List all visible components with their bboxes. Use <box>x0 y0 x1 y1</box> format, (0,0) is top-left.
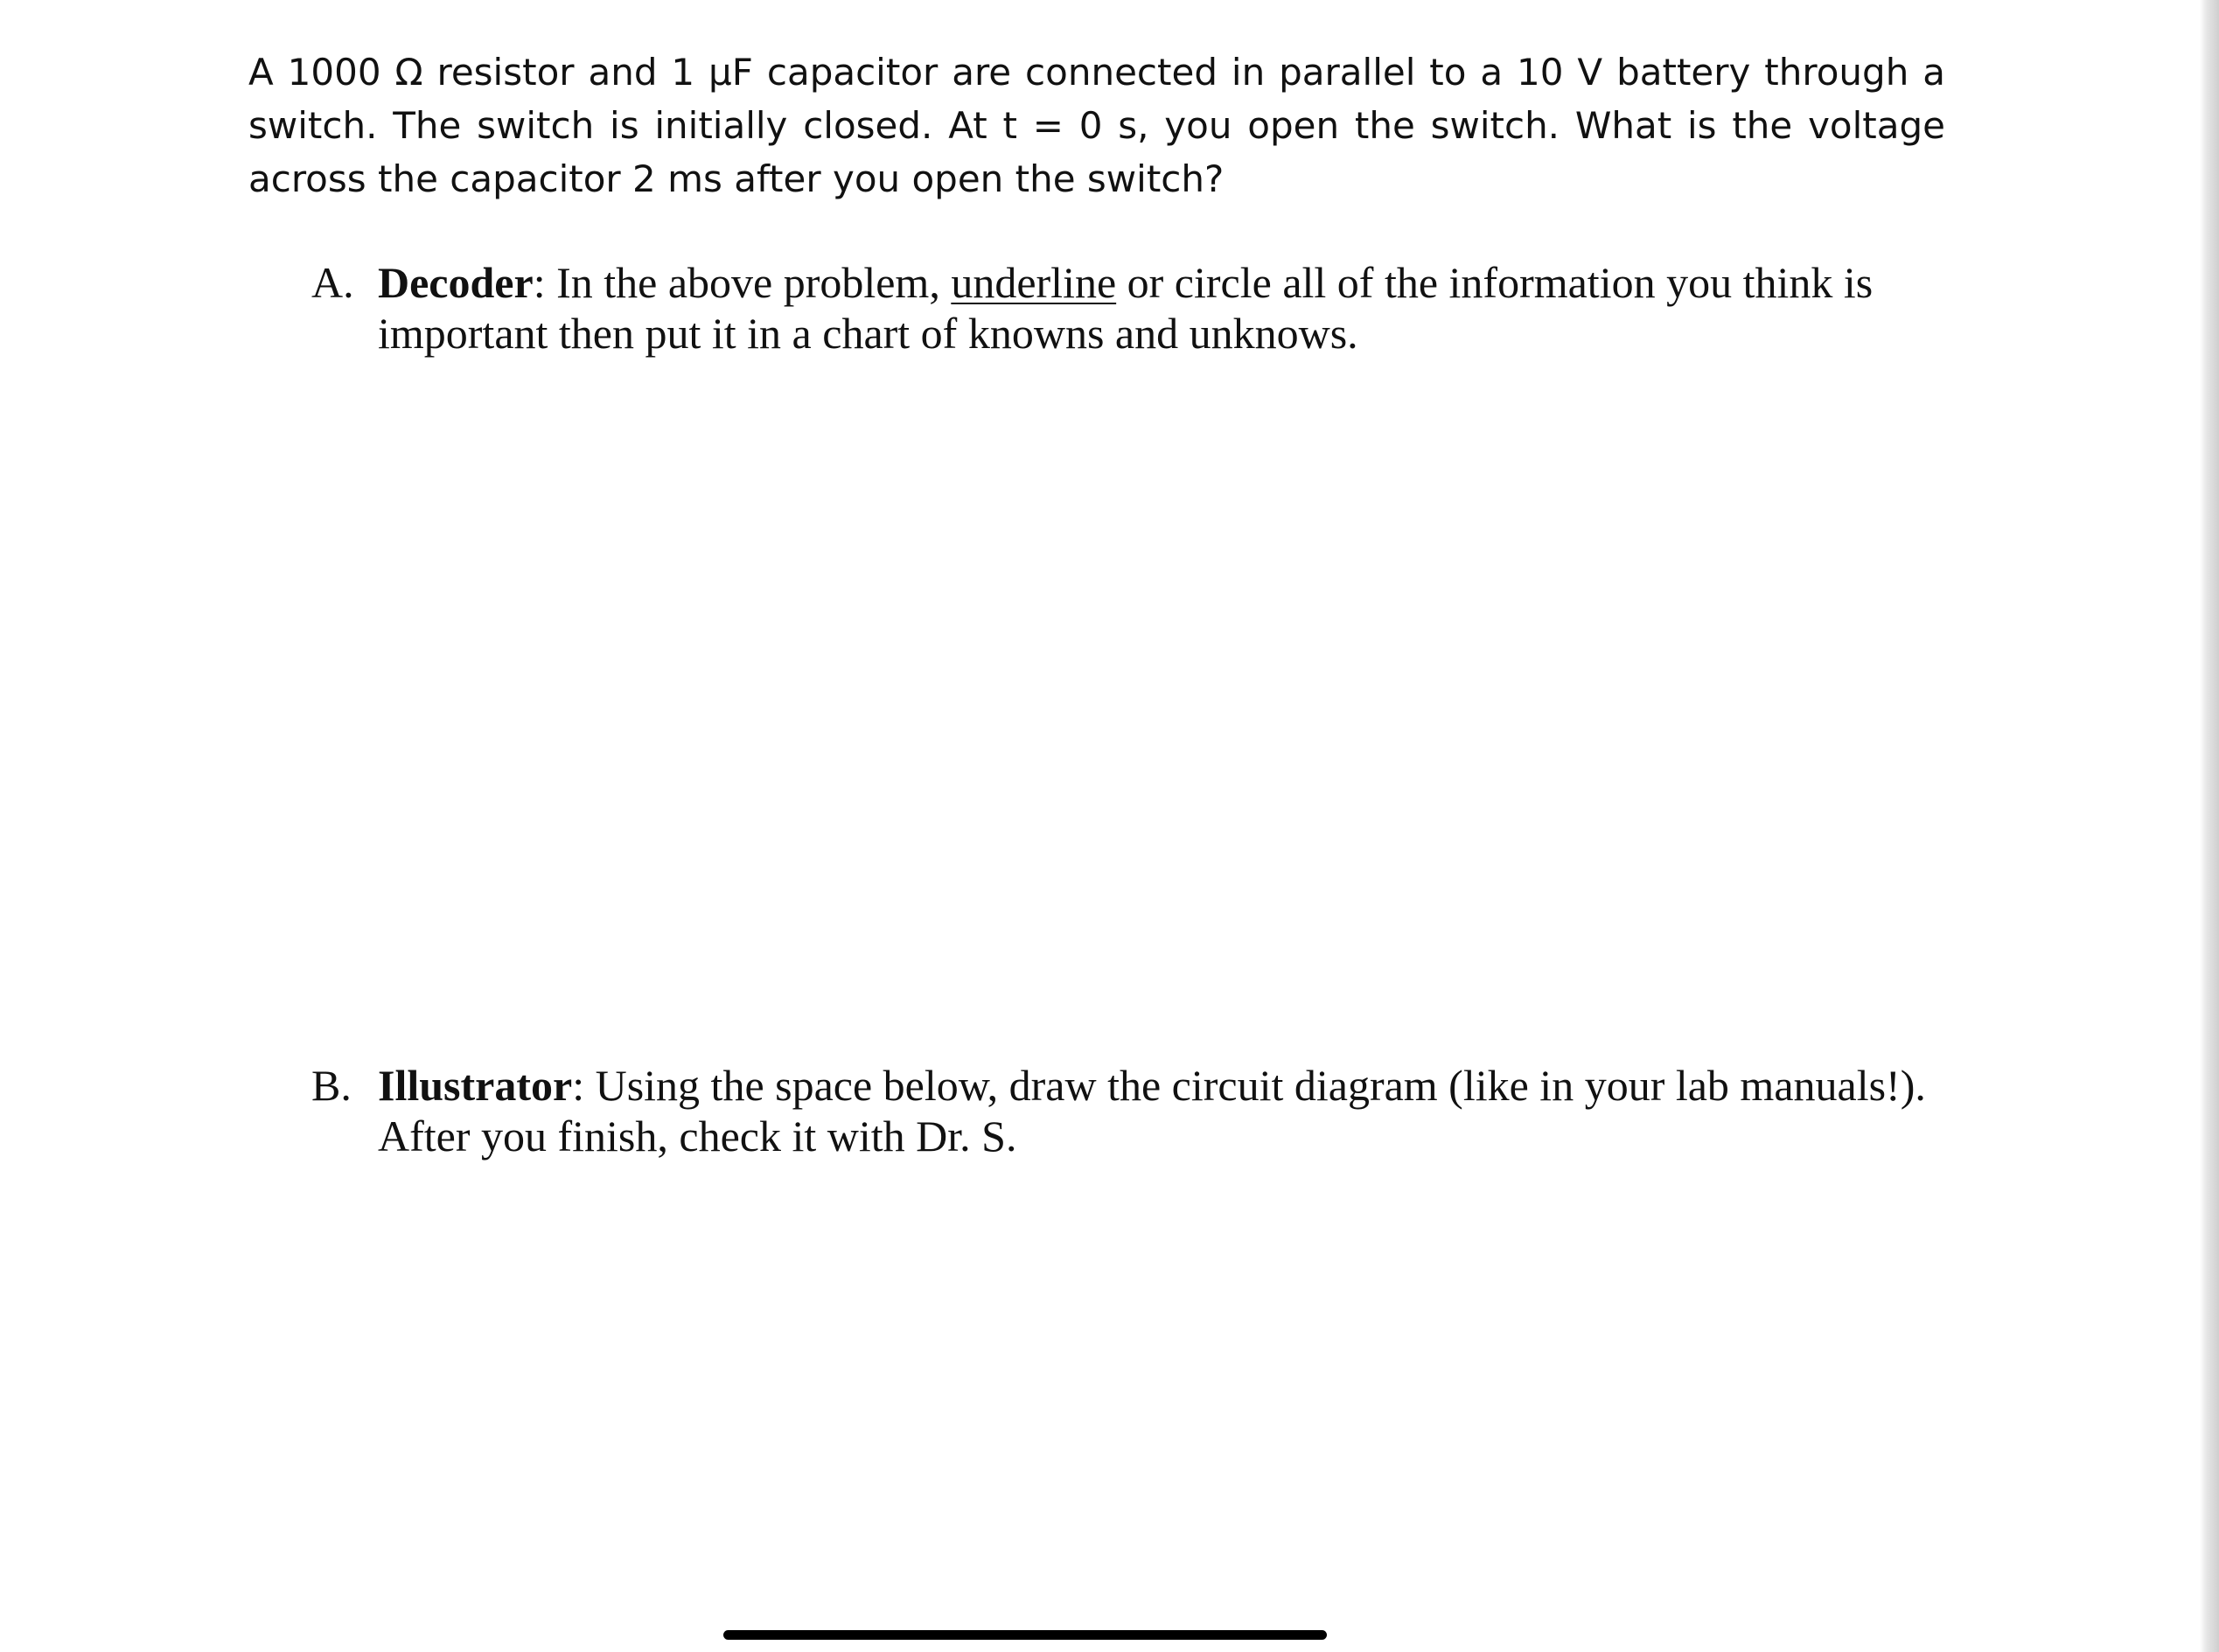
item-text: : Using the space below, draw the circuit diagram (like in your lab manuals!). After you finish, check it with Dr. S. <box>378 1061 1926 1161</box>
item-text-before: : In the above problem, <box>533 258 952 307</box>
item-illustrator <box>311 1060 1956 1161</box>
item-marker: A. <box>311 258 354 307</box>
item-marker: B. <box>311 1061 352 1110</box>
item-underlined-word: underline <box>951 258 1117 307</box>
item-term: Illustrator <box>378 1061 573 1110</box>
item-decoder <box>311 257 1956 359</box>
item-term: Decoder <box>378 258 534 307</box>
item-body <box>378 257 1956 359</box>
home-indicator[interactable] <box>723 1630 1327 1640</box>
item-body <box>378 1060 1956 1161</box>
page-edge-shadow <box>2200 0 2219 1652</box>
problem-statement: A 1000 Ω resistor and 1 μF capacitor are connected in parallel to a 10 V battery through a switch. The switch is initially closed. At t = 0 s, you open the switch. What is the voltage across the capacitor 2 ms after you open the switch? <box>248 51 1945 200</box>
item-text-after: or circle all of the information you think is important then put it in a chart of knowns and unknows. <box>378 258 1874 358</box>
